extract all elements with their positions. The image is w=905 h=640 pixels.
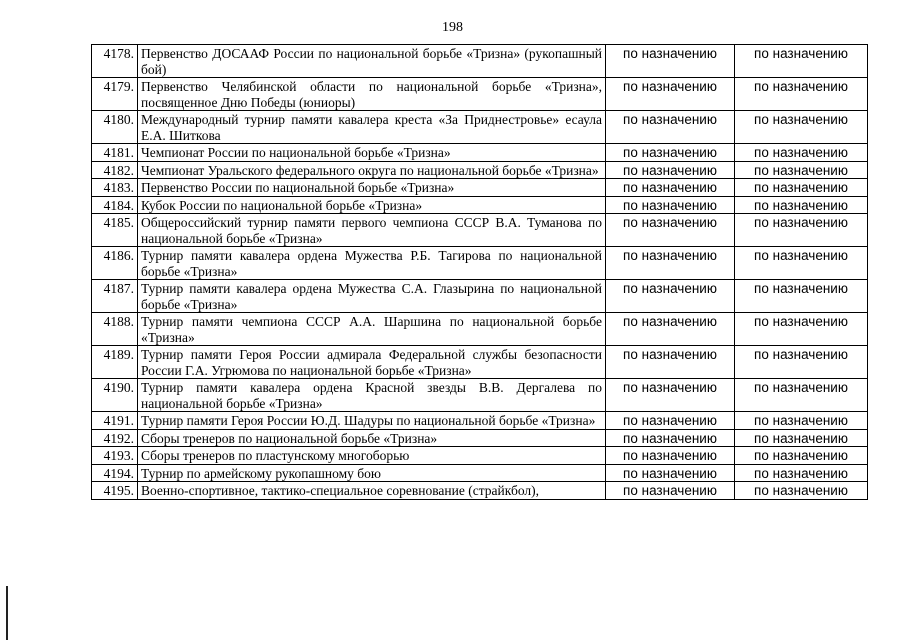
place-cell: по назначению bbox=[735, 313, 868, 346]
events-table bbox=[91, 44, 868, 500]
row-number: 4195. bbox=[92, 482, 138, 500]
event-name: Первенство Челябинской области по национальной борьбе «Тризна», посвященное Дню Победы (юниоры) bbox=[138, 78, 606, 111]
page-edge-rule bbox=[6, 586, 8, 640]
event-name: Чемпионат России по национальной борьбе «Тризна» bbox=[138, 144, 606, 162]
date-cell: по назначению bbox=[606, 412, 735, 430]
place-cell: по назначению bbox=[735, 429, 868, 447]
table-row bbox=[92, 247, 868, 280]
place-cell: по назначению bbox=[735, 111, 868, 144]
place-cell: по назначению bbox=[735, 280, 868, 313]
place-cell: по назначению bbox=[735, 464, 868, 482]
table-row bbox=[92, 45, 868, 78]
table-row bbox=[92, 346, 868, 379]
place-cell: по назначению bbox=[735, 214, 868, 247]
event-name: Турнир памяти кавалера ордена Мужества С.А. Глазырина по национальной борьбе «Тризна» bbox=[138, 280, 606, 313]
row-number: 4185. bbox=[92, 214, 138, 247]
place-cell: по назначению bbox=[735, 379, 868, 412]
place-cell: по назначению bbox=[735, 78, 868, 111]
place-cell: по назначению bbox=[735, 144, 868, 162]
event-name: Первенство России по национальной борьбе «Тризна» bbox=[138, 179, 606, 197]
place-cell: по назначению bbox=[735, 161, 868, 179]
row-number: 4193. bbox=[92, 447, 138, 465]
event-name: Турнир памяти кавалера ордена Мужества Р.Б. Тагирова по национальной борьбе «Тризна» bbox=[138, 247, 606, 280]
events-table-body bbox=[92, 45, 868, 500]
row-number: 4189. bbox=[92, 346, 138, 379]
table-row bbox=[92, 280, 868, 313]
row-number: 4190. bbox=[92, 379, 138, 412]
date-cell: по назначению bbox=[606, 214, 735, 247]
row-number: 4191. bbox=[92, 412, 138, 430]
date-cell: по назначению bbox=[606, 379, 735, 412]
row-number: 4194. bbox=[92, 464, 138, 482]
row-number: 4183. bbox=[92, 179, 138, 197]
event-name: Первенство ДОСААФ России по национальной борьбе «Тризна» (рукопашный бой) bbox=[138, 45, 606, 78]
table-row bbox=[92, 111, 868, 144]
place-cell: по назначению bbox=[735, 412, 868, 430]
date-cell: по назначению bbox=[606, 280, 735, 313]
event-name: Чемпионат Уральского федерального округа по национальной борьбе «Тризна» bbox=[138, 161, 606, 179]
date-cell: по назначению bbox=[606, 429, 735, 447]
date-cell: по назначению bbox=[606, 346, 735, 379]
table-row bbox=[92, 412, 868, 430]
place-cell: по назначению bbox=[735, 447, 868, 465]
date-cell: по назначению bbox=[606, 447, 735, 465]
table-row bbox=[92, 447, 868, 465]
date-cell: по назначению bbox=[606, 111, 735, 144]
event-name: Турнир памяти Героя России Ю.Д. Шадуры по национальной борьбе «Тризна» bbox=[138, 412, 606, 430]
date-cell: по назначению bbox=[606, 161, 735, 179]
date-cell: по назначению bbox=[606, 247, 735, 280]
date-cell: по назначению bbox=[606, 45, 735, 78]
event-name: Турнир памяти чемпиона СССР А.А. Шаршина по национальной борьбе «Тризна» bbox=[138, 313, 606, 346]
row-number: 4186. bbox=[92, 247, 138, 280]
row-number: 4180. bbox=[92, 111, 138, 144]
row-number: 4188. bbox=[92, 313, 138, 346]
row-number: 4182. bbox=[92, 161, 138, 179]
row-number: 4179. bbox=[92, 78, 138, 111]
place-cell: по назначению bbox=[735, 45, 868, 78]
row-number: 4178. bbox=[92, 45, 138, 78]
table-row bbox=[92, 464, 868, 482]
table-row bbox=[92, 78, 868, 111]
date-cell: по назначению bbox=[606, 313, 735, 346]
date-cell: по назначению bbox=[606, 78, 735, 111]
place-cell: по назначению bbox=[735, 482, 868, 500]
date-cell: по назначению bbox=[606, 196, 735, 214]
table-row bbox=[92, 379, 868, 412]
event-name: Общероссийский турнир памяти первого чемпиона СССР В.А. Туманова по национальной борьбе «Тризна» bbox=[138, 214, 606, 247]
place-cell: по назначению bbox=[735, 196, 868, 214]
event-name: Турнир памяти кавалера ордена Красной звезды В.В. Дергалева по национальной борьбе «Тризна» bbox=[138, 379, 606, 412]
event-name: Турнир памяти Героя России адмирала Федеральной службы безопасности России Г.А. Угрюмова по национальной борьбе «Тризна» bbox=[138, 346, 606, 379]
row-number: 4184. bbox=[92, 196, 138, 214]
event-name: Сборы тренеров по пластунскому многоборью bbox=[138, 447, 606, 465]
date-cell: по назначению bbox=[606, 482, 735, 500]
place-cell: по назначению bbox=[735, 346, 868, 379]
event-name: Сборы тренеров по национальной борьбе «Тризна» bbox=[138, 429, 606, 447]
event-name: Военно-спортивное, тактико-специальное соревнование (страйкбол), bbox=[138, 482, 606, 500]
table-row bbox=[92, 482, 868, 500]
table-row bbox=[92, 161, 868, 179]
date-cell: по назначению bbox=[606, 144, 735, 162]
table-row bbox=[92, 313, 868, 346]
table-row bbox=[92, 179, 868, 197]
place-cell: по назначению bbox=[735, 179, 868, 197]
table-row bbox=[92, 196, 868, 214]
table-row bbox=[92, 214, 868, 247]
event-name: Турнир по армейскому рукопашному бою bbox=[138, 464, 606, 482]
date-cell: по назначению bbox=[606, 179, 735, 197]
row-number: 4187. bbox=[92, 280, 138, 313]
table-row bbox=[92, 144, 868, 162]
row-number: 4181. bbox=[92, 144, 138, 162]
event-name: Кубок России по национальной борьбе «Тризна» bbox=[138, 196, 606, 214]
table-row bbox=[92, 429, 868, 447]
page-number: 198 bbox=[442, 20, 463, 35]
date-cell: по назначению bbox=[606, 464, 735, 482]
row-number: 4192. bbox=[92, 429, 138, 447]
place-cell: по назначению bbox=[735, 247, 868, 280]
event-name: Международный турнир памяти кавалера креста «За Приднестровье» есаула Е.А. Шиткова bbox=[138, 111, 606, 144]
